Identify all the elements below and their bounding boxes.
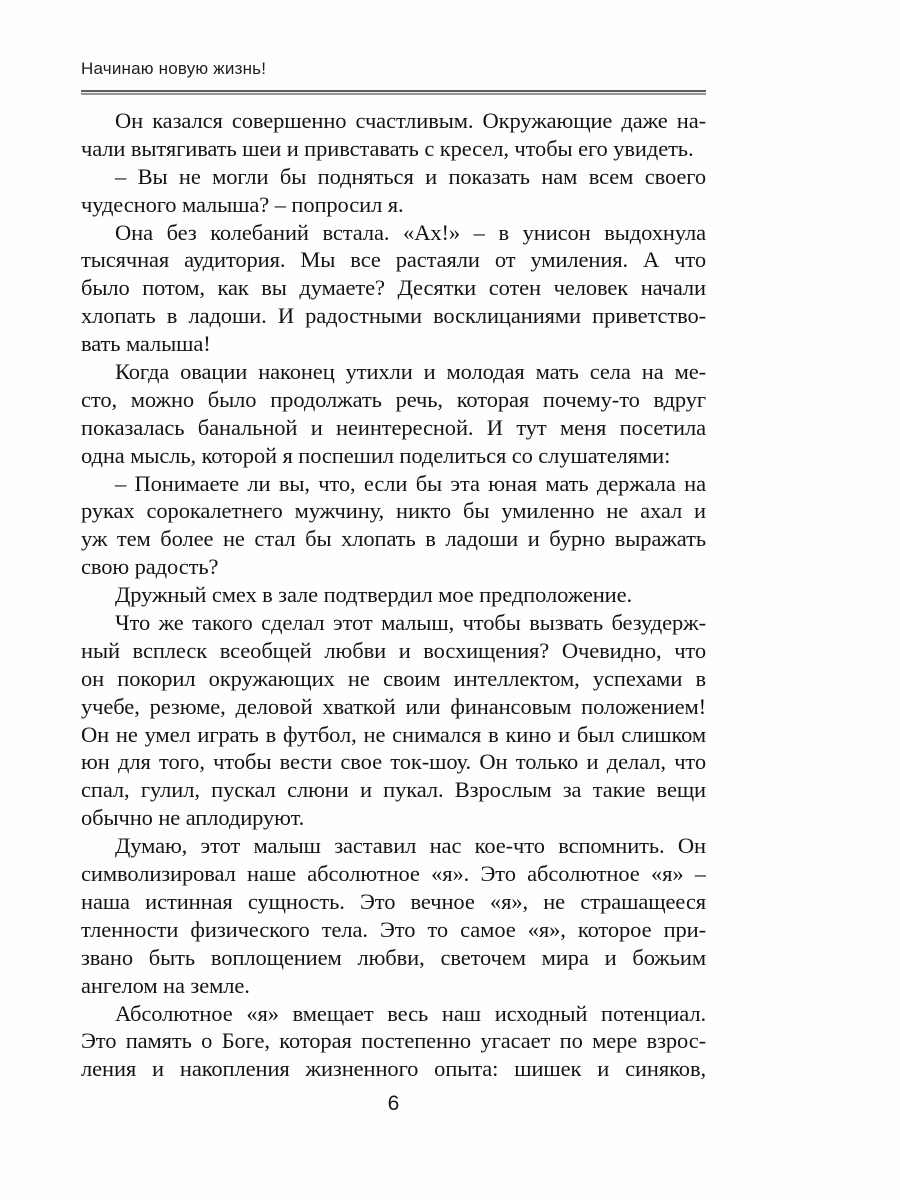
- text-line: Что же такого сделал этот малыш, чтобы вызвать безудерж-: [115, 610, 706, 636]
- text-line: обычно не аплодируют.: [81, 805, 305, 831]
- text-line: свою радость?: [81, 554, 219, 580]
- text-line: показалась банальной и неинтересной. И тут меня посетила: [81, 414, 706, 440]
- text-line: одна мысль, которой я поспешил поделиться со слушателями:: [81, 442, 671, 468]
- text-line: Дружный смех в зале подтвердил мое предположение.: [115, 582, 633, 608]
- text-line: спал, гулил, пускал слюни и пукал. Взрослым за такие вещи: [81, 777, 706, 803]
- text-line: учебе, резюме, деловой хваткой или финансовым положением!: [81, 693, 706, 719]
- text-line: хлопать в ладоши. И радостными восклицаниями приветство-: [81, 303, 706, 329]
- text-line: юн для того, чтобы вести свое ток-шоу. Он только и делал, что: [81, 749, 706, 775]
- text-line: чудесного малыша? – попросил я.: [81, 191, 404, 217]
- text-line: Думаю, этот малыш заставил нас кое-что вспомнить. Он: [115, 833, 706, 859]
- text-line: ления и накопления жизненного опыта: шишек и синяков,: [81, 1056, 706, 1082]
- paragraph: [81, 832, 706, 999]
- paragraph: [81, 1000, 706, 1084]
- text-line: тленности физического тела. Это то самое «я», которое при-: [81, 916, 706, 942]
- text-line: – Вы не могли бы подняться и показать нам всем своего: [115, 163, 706, 189]
- text-line: он покорил окружающих не своим интеллектом, успехами в: [81, 665, 706, 691]
- text-line: Он не умел играть в футбол, не снимался в кино и был слишком: [81, 721, 706, 747]
- paragraph: [81, 163, 706, 219]
- text-line: – Понимаете ли вы, что, если бы эта юная мать держала на: [115, 470, 706, 496]
- paragraph: [81, 107, 706, 163]
- text-line: руках сорокалетнего мужчину, никто бы умиленно не ахал и: [81, 498, 706, 524]
- text-line: символизировал наше абсолютное «я». Это абсолютное «я» –: [81, 861, 706, 887]
- text-line: Он казался совершенно счастливым. Окружающие даже на-: [115, 108, 706, 133]
- text-line: вать малыша!: [81, 331, 211, 357]
- text-line: ный всплеск всеобщей любви и восхищения? Очевидно, что: [81, 637, 706, 663]
- paragraph: [81, 470, 706, 582]
- paragraph: [81, 219, 706, 358]
- paragraph: [81, 609, 706, 832]
- text-line: звано быть воплощением любви, светочем мира и божьим: [81, 944, 706, 970]
- text-line: чали вытягивать шеи и привставать с кресел, чтобы его увидеть.: [81, 135, 694, 161]
- text-line: Когда овации наконец утихли и молодая мать села на ме-: [115, 359, 706, 385]
- text-line: Абсолютное «я» вмещает весь наш исходный потенциал.: [115, 1000, 706, 1026]
- paragraph: [81, 581, 706, 609]
- text-line: Она без колебаний встала. «Ах!» – в унисон выдохнула: [115, 219, 706, 245]
- text-line: было потом, как вы думаете? Десятки сотен человек начали: [81, 275, 706, 301]
- body-text: [81, 107, 706, 1083]
- text-line: Это память о Боге, которая постепенно угасает по мере взрос-: [81, 1028, 706, 1054]
- text-line: тысячная аудитория. Мы все растаяли от умиления. А что: [81, 247, 706, 273]
- page-number: 6: [387, 1092, 400, 1115]
- text-line: уж тем более не стал бы хлопать в ладоши и бурно выражать: [81, 526, 706, 552]
- text-line: наша истинная сущность. Это вечное «я», не страшащееся: [81, 888, 706, 914]
- text-line: ангелом на земле.: [81, 972, 250, 998]
- paragraph: [81, 358, 706, 470]
- header-rule: [81, 90, 706, 95]
- running-head-title: Начинаю новую жизнь!: [81, 59, 267, 78]
- text-line: сто, можно было продолжать речь, которая почему-то вдруг: [81, 386, 706, 412]
